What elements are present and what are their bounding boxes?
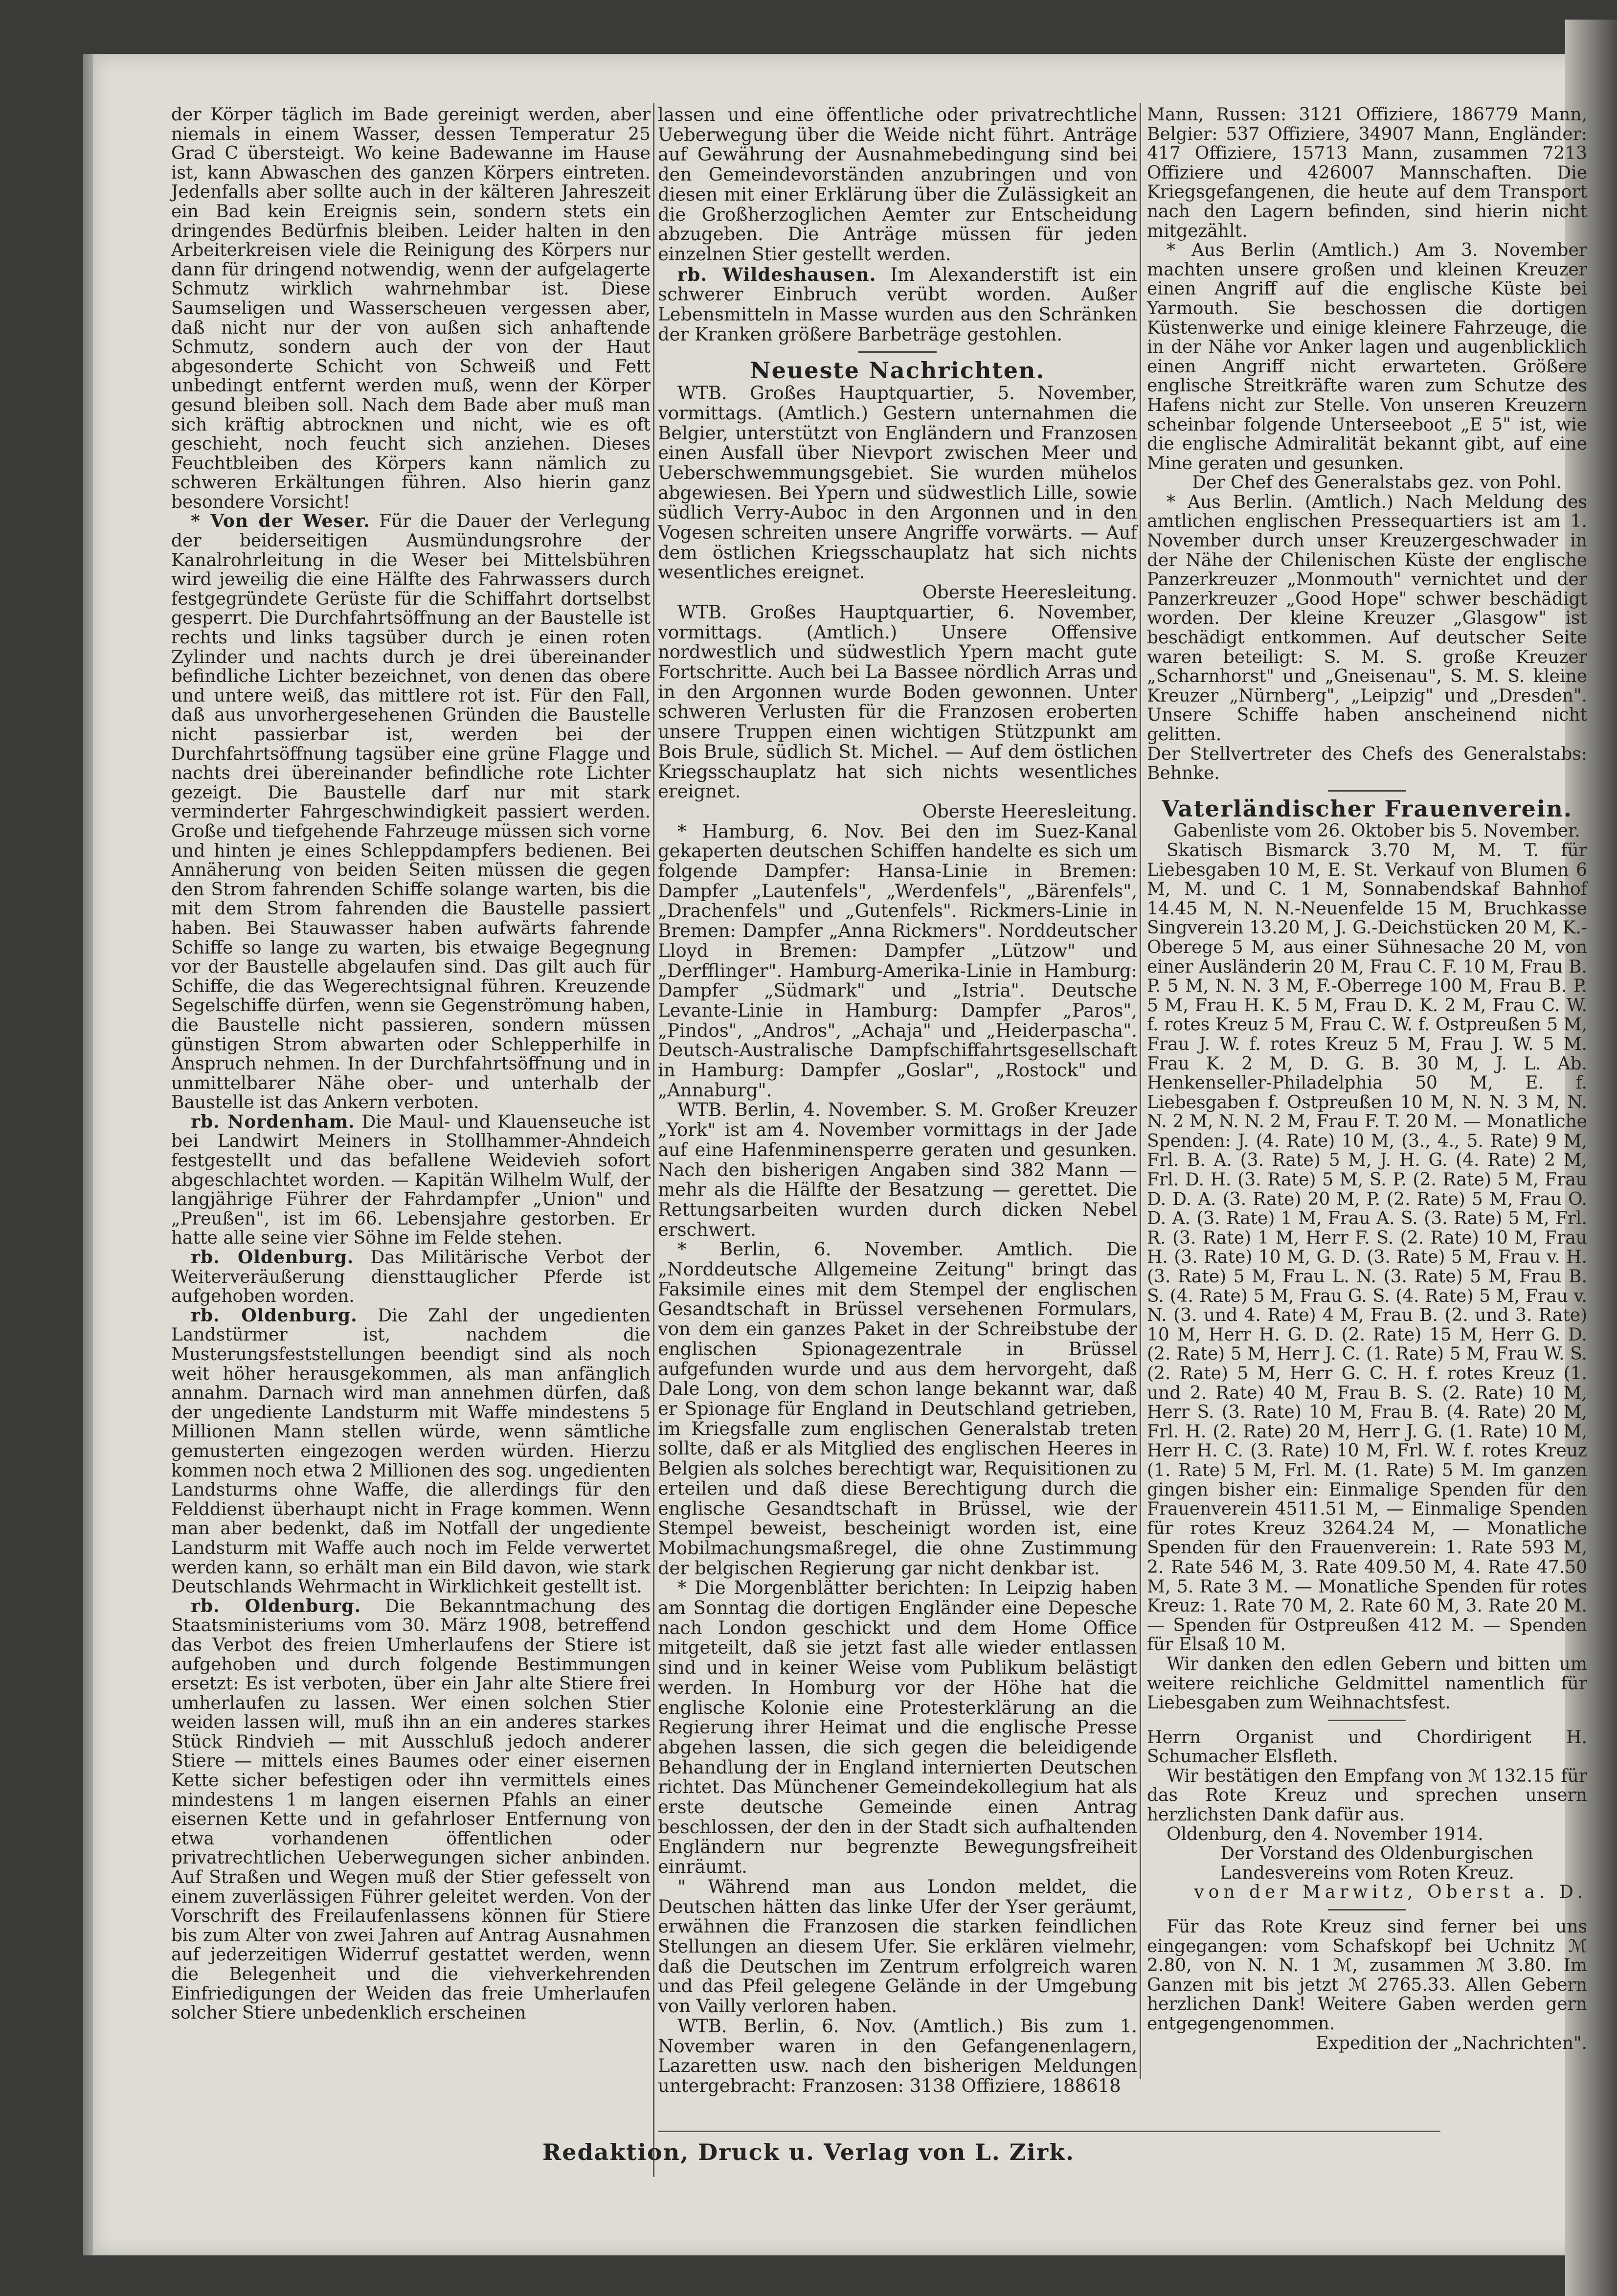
article-heading: * Von der Weser. xyxy=(191,511,370,532)
section-heading: Vaterländischer Frauenverein. xyxy=(1162,795,1572,822)
article-text: Die Maul- und Klauenseuche ist bei Landwirt Meiners in Stollhammer-Ahndeich festgestellt und das befallene Weidevieh sofort abgeschlachtet worden. — Kapitän Wilhelm Wulf, der langjährige Führer der Fahrdampfer „Union" und „Preußen", ist im 66. Lebensjahre gestorben. Er hatte alle seine vier Söhne im Felde stehen. xyxy=(171,1112,651,1249)
news-item: * Berlin, 6. November. Amtlich. Die „Norddeutsche Allgemeine Zeitung" bringt das Faksimile eines mit dem Stempel der englischen Gesandtschaft in Brüssel versehenen Formulars, von dem ein ganzes Paket in der Schreibstube der englischen Spionagezentrale in Brüssel aufgefunden wurde und aus dem hervorgeht, daß Dale Long, von dem schon lange bekannt war, daß er Spionage für England in Deutschland getrieben, im Kriegsfalle zum englischen Generalstab treten sollte, daß er als Mitglied des englischen Heeres in Belgien als solches berechtigt war, Requisitionen zu erteilen und daß diese Berechtigung durch die englische Gesandtschaft in Brüssel, wie der Stempel beweist, bescheinigt worden ist, eine Mobilmachungsmaßregel, die ohne Zustimmung der belgischen Regierung gar nicht denkbar ist. xyxy=(658,1239,1138,1579)
signature: Der Stellvertreter des Chefs des Generalstabs: Behnke. xyxy=(1147,744,1587,784)
donation-note: Für das Rote Kreuz sind ferner bei uns eingegangen: vom Schafskopf bei Uchnitz ℳ 2.80, von N. N. 1 ℳ, zusammen ℳ 3.80. Im Ganzen mit bis jetzt ℳ 2765.33. Allen Gebern herzlichen Dank! Weitere Gaben werden gern entgegengenommen. xyxy=(1147,1917,1587,2034)
article-text: Im Alexanderstift ist ein schwerer Einbruch verübt worden. Außer Lebensmitteln in Masse wurden aus den Schränken der Kranken größere Barbeträge gestohlen. xyxy=(658,264,1138,345)
article-heading: rb. Oldenburg. xyxy=(191,1247,354,1268)
article-heading: rb. Oldenburg. xyxy=(191,1305,358,1326)
imprint: Redaktion, Druck u. Verlag von L. Zirk. xyxy=(542,2139,1075,2165)
news-item: Mann, Russen: 3121 Offiziere, 186779 Mann, Belgier: 537 Offiziere, 34907 Mann, Engländer: 417 Offiziere, 15713 Mann, zusammen 7213 Offiziere und 426007 Mannschaften. Die Kriegsgefangenen, die heute auf dem Transport nach den Lagern befinden, sind hierin nicht mitgezählt. xyxy=(1147,105,1587,241)
signature: Der Chef des Generalstabs gez. von Pohl. xyxy=(1192,473,1562,493)
article-text: der Körper täglich im Bade gereinigt werden, aber niemals in einem Wasser, dessen Temperatur 25 Grad C übersteigt. Wo keine Badewanne im Hause ist, kann Abwaschen des ganzen Körpers eintreten. Jedenfalls aber sollte auch in der kälteren Jahreszeit ein Bad kein Ereignis sein, sondern stets ein dringendes Bedürfnis bleiben. Leider halten in den Arbeiterkreisen viele die Reinigung des Körpers nur dann für dringend notwendig, wenn der aufgelagerte Schmutz wirklich wahrnehmbar ist. Diese Saumseligen und Wasserscheuen vergessen aber, daß nicht nur der von außen sich anhaftende Schmutz, sondern auch der von der Haut abgesonderte Schicht von Schweiß und Fett unbedingt entfernt werden muß, wenn der Körper gesund bleiben soll. Nach dem Bade aber muß man sich kräftig abtrocknen und nicht, wie es oft geschieht, noch feucht sich anziehen. Dieses Feuchtbleiben des Körpers kann nämlich zu schweren Erkältungen führen. Also hierin ganz besondere Vorsicht! xyxy=(171,105,651,512)
column-rule xyxy=(1140,103,1141,2079)
signature: Expedition der „Nachrichten". xyxy=(1316,2033,1587,2053)
donation-list: Skatisch Bismarck 3.70 M, M. T. für Liebesgaben 10 M, E. St. Verkauf von Blumen 6 M, M. und C. 1 M, Sonnabendskaf Bahnhof 14.45 M, N. N.-Neuenfelde 15 M, Bruchkasse Singverein 13.20 M, J. G.-Deichstücken 20 M, K.-Oberege 5 M, aus einer Sühnesache 20 M, von einer Ausländerin 20 M, Frau C. F. 10 M, Frau B. P. 5 M, N. N. 3 M, F.-Oberrege 100 M, Frau B. P. 5 M, Frau H. K. 5 M, Frau D. K. 2 M, Frau C. W. f. rotes Kreuz 5 M, Frau C. W. f. Ostpreußen 5 M, Frau J. W. f. rotes Kreuz 5 M, Frau J. W. 5 M. Frau K. 2 M, D. G. B. 30 M, J. L. Ab. Henkenseller-Philadelphia 50 M, E. f. Liebesgaben f. Ostpreußen 10 M, N. N. 3 M, N. N. 2 M, N. N. 2 M, Frau F. T. 20 M. — Monatliche Spenden: J. (4. Rate) 10 M, (3., 4., 5. Rate) 9 M, Frl. B. A. (3. Rate) 5 M, J. H. G. (4. Rate) 2 M, Frl. D. H. (3. Rate) 5 M, S. P. (2. Rate) 5 M, Frau D. D. A. (3. Rate) 20 M, P. (2. Rate) 5 M, Frau O. D. A. (3. Rate) 1 M, Frau A. S. (3. Rate) 5 M, Frl. R. (3. Rate) 1 M, Herr F. S. (2. Rate) 10 M, Frau H. (3. Rate) 10 M, G. D. (3. Rate) 5 M, Frau v. H. (3. Rate) 5 M, Frau L. N. (3. Rate) 5 M, Frau B. S. (4. Rate) 5 M, Frau G. S. (4. Rate) 5 M, Frau v. N. (3. und 4. Rate) 4 M, Frau B. (2. und 3. Rate) 10 M, Herr H. G. D. (2. Rate) 15 M, Herr G. D. (2. Rate) 5 M, Herr J. C. (1. Rate) 5 M, Frau W. S. (2. Rate) 5 M, Herr G. C. H. f. rotes Kreuz (1. und 2. Rate) 40 M, Frau B. S. (2. Rate) 10 M, Herr S. (3. Rate) 10 M, Frau B. (4. Rate) 20 M, Frl. H. (2. Rate) 20 M, Herr J. G. (1. Rate) 10 M, Herr H. C. (3. Rate) 10 M, Frl. W. f. rotes Kreuz (1. Rate) 5 M, Frl. M. (1. Rate) 5 M. Im ganzen gingen bisher ein: Einmalige Spenden für den Frauenverein 4511.51 M, — Einmalige Spenden für rotes Kreuz 3264.24 M, — Monatliche Spenden für den Frauenverein: 1. Rate 593 M, 2. Rate 546 M, 3. Rate 409.50 M, 4. Rate 47.50 M, 5. Rate 3 M. — Monatliche Spenden für rotes Kreuz: 1. Rate 70 M, 2. Rate 60 M, 3. Rate 20 M. — Spenden für Ostpreußen 412 M. — Spenden für Elsaß 10 M. xyxy=(1147,840,1587,1655)
news-item: WTB. Berlin, 6. Nov. (Amtlich.) Bis zum 1. November waren in den Gefangenenlagern, Lazaretten usw. nach den bisherigen Meldungen untergebracht: Franzosen: 3138 Offiziere, 188618 xyxy=(658,2015,1137,2096)
article-heading: rb. Nordenham. xyxy=(191,1111,355,1132)
column-rule xyxy=(653,103,654,2177)
article-text: Die Zahl der ungedienten Landstürmer ist, nachdem die Musterungsfeststellungen beendigt sind als noch weit höher herausgekommen, als man anfänglich annahm. Darnach wird man annehmen dürfen, daß der ungediente Landsturm mit Waffe mindestens 5 Millionen Mann stellen würde, wenn sämtliche gemusterten eingezogen werden würden. Hierzu kommen noch etwa 2 Millionen des sog. ungedienten Landsturms ohne Waffe, die allerdings für den Felddienst überhaupt nicht in Frage kommen. Wenn man aber bedenkt, daß im Notfall der ungediente Landsturm mit Waffe auch noch im Felde verwertet werden kann, so erhält man ein Bild davon, wie stark Deutschlands Wehrmacht in Wirklichkeit gestellt ist. xyxy=(171,1305,651,1597)
article xyxy=(171,1597,651,2023)
letter-signature: Der Vorstand des Oldenburgischen Landesvereins vom Roten Kreuz. xyxy=(1220,1843,1533,1883)
article-text: lassen und eine öffentliche oder privatrechtliche Ueberwegung über die Weide nicht führt. Anträge auf Gewährung der Ausnahmebedingung sind bei den Gemeindevorständen anzubringen und von diesen mit einer Erklärung über die Zulässigkeit an die Großherzoglichen Aemter zur Entscheidung abzugeben. Die Anträge müssen für jeden einzelnen Stier gestellt werden. xyxy=(658,104,1137,265)
article xyxy=(171,1248,651,1306)
article xyxy=(171,1113,651,1248)
article-text: Für die Dauer der Verlegung der beiderseitigen Ausmündungsrohre der Kanalrohrleitung in die Weser bei Mittelsbühren wird jeweilig die eine Hälfte des Fahrwassers durch festgegründete Gerüste für die Schiffahrt dortselbst gesperrt. Die Durchfahrtsöffnung an der Baustelle ist rechts und links tagsüber durch je einen roten Zylinder und nachts durch je drei übereinander befindliche Lichter bezeichnet, von denen das obere und untere weiß, das mittlere rot ist. Für den Fall, daß aus unvorhergesehenen Gründen die Baustelle nicht passierbar ist, werden bei der Durchfahrtsöffnung tagsüber eine grüne Flagge und nachts drei übereinander befindliche rote Lichter gezeigt. Die Baustelle darf nur mit stark verminderter Fahrgeschwindigkeit passiert werden. Große und tiefgehende Fahrzeuge müssen sich vorne und hinten je eines Schleppdampfers bedienen. Bei Annäherung von beiden Seiten müssen die gegen den Strom fahrenden Schiffe solange warten, bis die mit dem Strom fahrenden die Baustelle passiert haben. Bei Stauwasser haben aufwärts fahrende Schiffe so lange zu warten, bis etwaige Begegnung vor der Baustelle abgelaufen sind. Das gilt auch für Schiffe, die das Wegerechtsignal führen. Kreuzende Segelschiffe dürfen, wenn sie Gegenströmung haben, die Baustelle nicht passieren, sondern müssen günstigen Strom abwarten oder Schlepperhilfe in Anspruch nehmen. In der Durchfahrtsöffnung und in unmittelbarer Nähe ober- und unterhalb der Baustelle ist das Ankern verboten. xyxy=(171,511,651,1113)
news-item: " Während man aus London meldet, die Deutschen hätten das linke Ufer der Yser geräumt, erwähnen die Franzosen die starken feindlichen Stellungen an diesem Ufer. Sie erklären vielmehr, daß die Deutschen im Zentrum erfolgreich waren und das Pfeil gelegene Gelände in der Umgebung von Vailly verloren haben. xyxy=(658,1876,1137,2017)
letter-heading: Herrn Organist und Chordirigent H. Schumacher Elsfleth. xyxy=(1147,1727,1587,1767)
letter-text: Wir bestätigen den Empfang von ℳ 132.15 für das Rote Kreuz und sprechen unsern herzlichsten Dank dafür aus. xyxy=(1147,1766,1587,1825)
article-heading: rb. Wildeshausen. xyxy=(677,263,876,285)
section-divider xyxy=(858,351,937,353)
signature: Oberste Heeresleitung. xyxy=(922,800,1137,822)
article-text: Die Bekanntmachung des Staatsministeriums vom 30. März 1908, betreffend das Verbot des freien Umherlaufens der Stiere ist aufgehoben und durch folgende Bestimmungen ersetzt: Es ist verboten, über ein Jahr alte Stiere frei umherlaufen zu lassen. Wer einen solchen Stier weiden lassen will, muß ihn an ein anderes starkes Stück Rindvieh — mit Ausschluß jedoch anderer Stiere — mittels eines Baumes oder einer eisernen Kette sicher befestigen oder ihn vermittels eines mindestens 1 m langen eisernen Pfahls an einer eisernen Kette und in gefahrloser Entfernung von etwa vorhandenen öffentlichen oder privatrechtlichen Ueberwegungen sicher anbinden. Auf Straßen und Wegen muß der Stier gefesselt von einem zuverlässigen Führer geleitet werden. Von der Vorschrift des Freilaufenlassens können für Stiere bis zum Alter von zwei Jahren auf Antrag Ausnahmen auf jederzeitigen Widerruf gestattet werden, wenn die Belegenheit und die viehverkehrenden Einfriedigungen der Weiden das freie Umherlaufen solcher Stiere unbedenklich erscheinen xyxy=(171,1596,651,2023)
news-item: WTB. Großes Hauptquartier, 6. November, vormittags. (Amtlich.) Unsere Offensive nordwestlich und südwestlich Ypern macht gute Fortschritte. Auch bei La Bassee nördlich Arras und in den Argonnen wurde Boden gewonnen. Unter schweren Verlusten für die Franzosen eroberten unsere Truppen einen wichtigen Stützpunkt am Bois Brule, südlich St. Michel. — Auf dem östlichen Kriegsschauplatz hat sich nichts wesentliches ereignet. xyxy=(658,601,1137,802)
section-divider xyxy=(1328,1909,1406,1910)
column-2 xyxy=(658,105,1137,2096)
letter-signature: von der Marwitz, Oberst a. D. xyxy=(1194,1882,1587,1903)
news-item: WTB. Berlin, 4. November. S. M. Großer Kreuzer „York" ist am 4. November vormittags in der Jade auf eine Hafenminensperre geraten und gesunken. Nach den bisherigen Angaben sind 382 Mann — mehr als die Hälfte der Besatzung — gerettet. Die Rettungsarbeiten wurden durch dicken Nebel erschwert. xyxy=(658,1099,1137,1240)
footer-rule xyxy=(658,2131,1440,2132)
news-item: * Aus Berlin. (Amtlich.) Nach Meldung des amtlichen englischen Pressequartiers ist am 1. November durch unser Kreuzergeschwader in der Nähe der Chilenischen Küste der englische Panzerkreuzer „Monmouth" vernichtet und der Panzerkreuzer „Good Hope" schwer beschädigt worden. Der kleine Kreuzer „Glasgow" ist beschädigt entkommen. Auf deutscher Seite waren beteiligt: S. M. S. große Kreuzer „Scharnhorst" und „Gneisenau", S. M. S. kleine Kreuzer „Nürnberg", „Leipzig" und „Dresden". Unsere Schiffe haben anscheinend nicht gelitten. xyxy=(1147,492,1587,745)
letter-date: Oldenburg, den 4. November 1914. xyxy=(1167,1824,1483,1844)
section-heading: Neueste Nachrichten. xyxy=(750,357,1045,384)
article xyxy=(171,1306,651,1597)
article xyxy=(658,265,1137,345)
thanks-text: Wir danken den edlen Gebern und bitten um weitere reichliche Geldmittel namentlich für Liebesgaben zum Weihnachtsfest. xyxy=(1147,1654,1587,1713)
column-3 xyxy=(1147,105,1587,2053)
section-divider xyxy=(1328,1720,1406,1721)
article-heading: rb. Oldenburg. xyxy=(191,1595,361,1616)
signature: Oberste Heeresleitung. xyxy=(922,582,1137,603)
column-1 xyxy=(171,105,651,2023)
news-item: WTB. Großes Hauptquartier, 5. November, vormittags. (Amtlich.) Gestern unternahmen die Belgier, unterstützt von Engländern und Franzosen einen Ausfall über Nievport zwischen Meer und Ueberschwemmungsgebiet. Sie wurden mühelos abgewiesen. Bei Ypern und südwestlich Lille, sowie südlich Verry-Auboc in den Argonnen und in den Vogesen schreiten unsere Angriffe vorwärts. — Auf dem östlichen Kriegsschauplatz hat sich nichts wesentliches ereignet. xyxy=(658,383,1137,583)
news-item: * Hamburg, 6. Nov. Bei den im Suez-Kanal gekaperten deutschen Schiffen handelte es sich um folgende Dampfer: Hansa-Linie in Bremen: Dampfer „Lautenfels", „Werdenfels", „Bärenfels", „Drachenfels" und „Gutenfels". Rickmers-Linie in Bremen: Dampfer „Anna Rickmers". Norddeutscher Lloyd in Bremen: Dampfer „Lützow" und „Derfflinger". Hamburg-Amerika-Linie in Hamburg: Dampfer „Südmark" und „Istria". Deutsche Levante-Linie in Hamburg: Dampfer „Paros", „Pindos", „Andros", „Achaja" und „Heiderpascha". Deutsch-Australische Dampfschiffahrtsgesellschaft in Hamburg: Dampfer „Goslar", „Rostock" und „Annaburg". xyxy=(658,820,1137,1101)
article-text: Das Militärische Verbot der Weiterveräußerung diensttauglicher Pferde ist aufgehoben worden. xyxy=(171,1248,651,1307)
section-divider xyxy=(1328,790,1406,792)
article xyxy=(171,512,651,1112)
news-item: * Die Morgenblätter berichten: In Leipzig haben am Sonntag die dortigen Engländer eine Depesche nach London geschickt und dem Home Office mitgeteilt, daß sie jetzt fast alle wieder entlassen sind und in keiner Weise vom Publikum belästigt werden. In Homburg vor der Höhe hat die englische Kolonie eine Protesterklärung an die Regierung ihrer Heimat und die englische Presse abgehen lassen, die sich gegen die beleidigende Behandlung der in England internierten Deutschen richtet. Das Münchener Gemeindekollegium hat als erste deutsche Gemeinde einen Antrag beschlossen, der den in der Stadt sich aufhaltenden Engländern nur begrenzte Bewegungsfreiheit einräumt. xyxy=(658,1577,1137,1878)
news-item: * Aus Berlin (Amtlich.) Am 3. November machten unsere großen und kleinen Kreuzer einen Angriff auf die englische Küste bei Yarmouth. Sie beschossen die dortigen Küstenwerke und einige kleinere Fahrzeuge, die in der Nähe vor Anker lagen und augenblicklich einen Angriff nicht erwarteten. Größere englische Streitkräfte waren zum Schutze des Hafens nicht zur Stelle. Von unseren Kreuzern scheinbar folgende Unterseeboot „E 5" ist, wie die englische Admiralität bekannt gibt, auf eine Mine geraten und gesunken. xyxy=(1147,240,1587,474)
section-subheading: Gabenliste vom 26. Oktober bis 5. November. xyxy=(1173,821,1580,841)
